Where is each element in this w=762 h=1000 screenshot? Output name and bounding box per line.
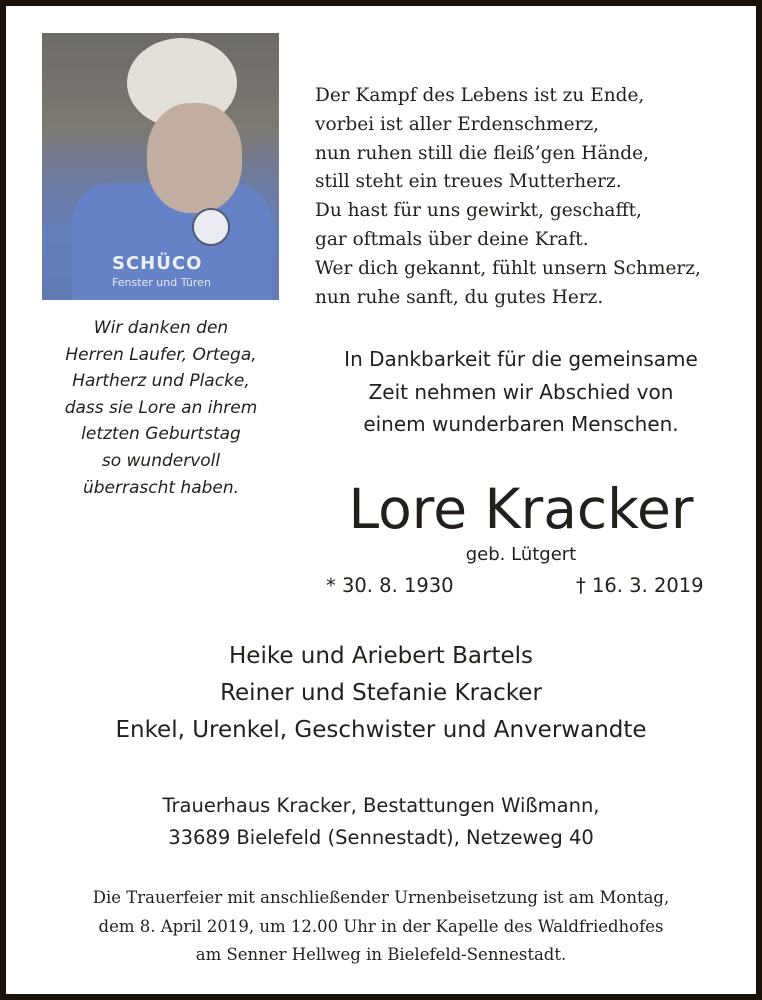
poem-line: Du hast für uns gewirkt, geschafft, bbox=[315, 200, 642, 222]
poem-line: still steht ein treues Mutterherz. bbox=[315, 171, 622, 193]
deceased-name: Lore Kracker bbox=[348, 477, 694, 541]
thanks-line: so wundervoll bbox=[101, 450, 221, 471]
thanks-note bbox=[26, 315, 296, 501]
mourners bbox=[6, 638, 756, 749]
ceremony-line: am Senner Hellweg in Bielefeld-Sennestadt. bbox=[195, 945, 567, 964]
poem-line: Der Kampf des Lebens ist zu Ende, bbox=[315, 85, 645, 106]
birth-name: geb. Lütgert bbox=[465, 544, 577, 565]
thanks-line: überrascht haben. bbox=[82, 477, 240, 498]
birth-date: * 30. 8. 1930 bbox=[326, 574, 454, 597]
mourner-line: Enkel, Urenkel, Geschwister und Anverwandte bbox=[115, 717, 647, 743]
poem-line: nun ruhe sanft, du gutes Herz. bbox=[315, 286, 604, 308]
ceremony-line: dem 8. April 2019, um 12.00 Uhr in der Kapelle des Waldfriedhofes bbox=[98, 916, 664, 936]
poem-line: Wer dich gekannt, fühlt unsern Schmerz, bbox=[315, 257, 701, 279]
thanks-line: letzten Geburtstag bbox=[81, 424, 241, 445]
death-date: † 16. 3. 2019 bbox=[576, 574, 704, 597]
photo-wash bbox=[42, 33, 279, 300]
address bbox=[6, 790, 756, 854]
dedication-line: Zeit nehmen wir Abschied von bbox=[368, 379, 674, 404]
ceremony-info bbox=[6, 884, 756, 970]
thanks-line: Wir danken den bbox=[93, 318, 229, 338]
address-line: 33689 Bielefeld (Sennestadt), Netzeweg 40 bbox=[168, 826, 594, 849]
dedication bbox=[296, 343, 746, 441]
thanks-line: Hartherz und Placke, bbox=[72, 371, 250, 392]
dedication-line: In Dankbarkeit für die gemeinsame bbox=[344, 347, 698, 371]
poem-line: vorbei ist aller Erdenschmerz, bbox=[315, 113, 600, 135]
shirt-sponsor-sub: Fenster und Türen bbox=[112, 276, 211, 289]
thanks-line: dass sie Lore an ihrem bbox=[64, 397, 258, 418]
portrait-photo bbox=[42, 33, 279, 300]
thanks-line: Herren Laufer, Ortega, bbox=[65, 344, 257, 365]
obituary-notice bbox=[6, 6, 756, 994]
dedication-line: einem wunderbaren Menschen. bbox=[363, 412, 679, 436]
mourner-line: Reiner und Stefanie Kracker bbox=[220, 680, 542, 706]
poem-line: gar oftmals über deine Kraft. bbox=[315, 228, 589, 250]
shirt-sponsor: SCHÜCO bbox=[112, 253, 203, 274]
ceremony-line: Die Trauerfeier mit anschließender Urnenbeisetzung ist am Montag, bbox=[92, 888, 670, 907]
poem-line: nun ruhen still die fleiß’gen Hände, bbox=[315, 142, 649, 164]
address-line: Trauerhaus Kracker, Bestattungen Wißmann, bbox=[162, 794, 600, 817]
poem bbox=[315, 82, 701, 312]
mourner-line: Heike und Ariebert Bartels bbox=[229, 643, 533, 669]
